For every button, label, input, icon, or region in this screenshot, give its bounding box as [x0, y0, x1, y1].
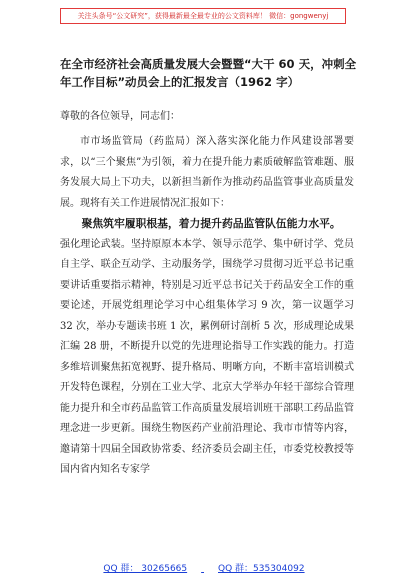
body-paragraph-intro: 市市场监管局（药监局）深入落实深化能力作风建设部署要求，以“三个聚焦”为引领，着力在提升能力素质破解监管难题、服务发展大局上下功夫，以新担当新作为推动药品监管事业高质量发展。现将有关工作进展情况汇报如下：	[60, 136, 354, 209]
salutation: 尊敬的各位领导，同志们：	[60, 111, 180, 122]
body-paragraph-theory: 强化理论武装。坚持原原本本学、领导示范学、集中研讨学、党员自主学、联企互动学、主动服务学，围绕学习贯彻习近平总书记重要讲话重要指示精神，特别是习近平总书记关于药品安全工作的重要论述，开展党组理论学习中心组集体学习 9 次，第一议题学习 32 次，举办专题读书班 1 次，累例研讨剖析 5 次，形成理论成果汇编 28 册，不断提升以党的先进理论指导工作实践的能力。打造多维培训聚焦拓宽视野、提升格局、明晰方向，不断丰富培训模式开发特色课程，分别在工业大学、北京大学举办年轻干部综合管理能力提升和全市药品监管工作高质量发展培训班干部职工药品监管理念进一步更新。围绕生物医药产业前沿理论、我市市情等内容，邀请第十四届全国政协常委、经济委员会副主任，市委党校教授等国内省内知名专家学	[60, 238, 354, 475]
document-title: 在全市经济社会高质量发展大会暨暨“大干 60 天，冲刺全年工作目标”动员会上的汇报发言（1962 字）	[60, 57, 357, 89]
document-body	[60, 132, 354, 481]
footer-qq-group-1[interactable]: QQ 群： 30265665	[103, 564, 188, 574]
header-notice-text: 关注头条号“公文研究”，获得最新最全最专业的公文资料库！ 微信：gongwenyj	[77, 12, 329, 20]
section-heading: 聚焦筑牢履职根基，着力提升药品监管队伍能力水平。	[81, 217, 341, 230]
header-notice-banner	[60, 8, 346, 24]
footer-contact	[0, 561, 408, 574]
footer-qq-group-2[interactable]: QQ 群：535304092	[218, 564, 305, 574]
